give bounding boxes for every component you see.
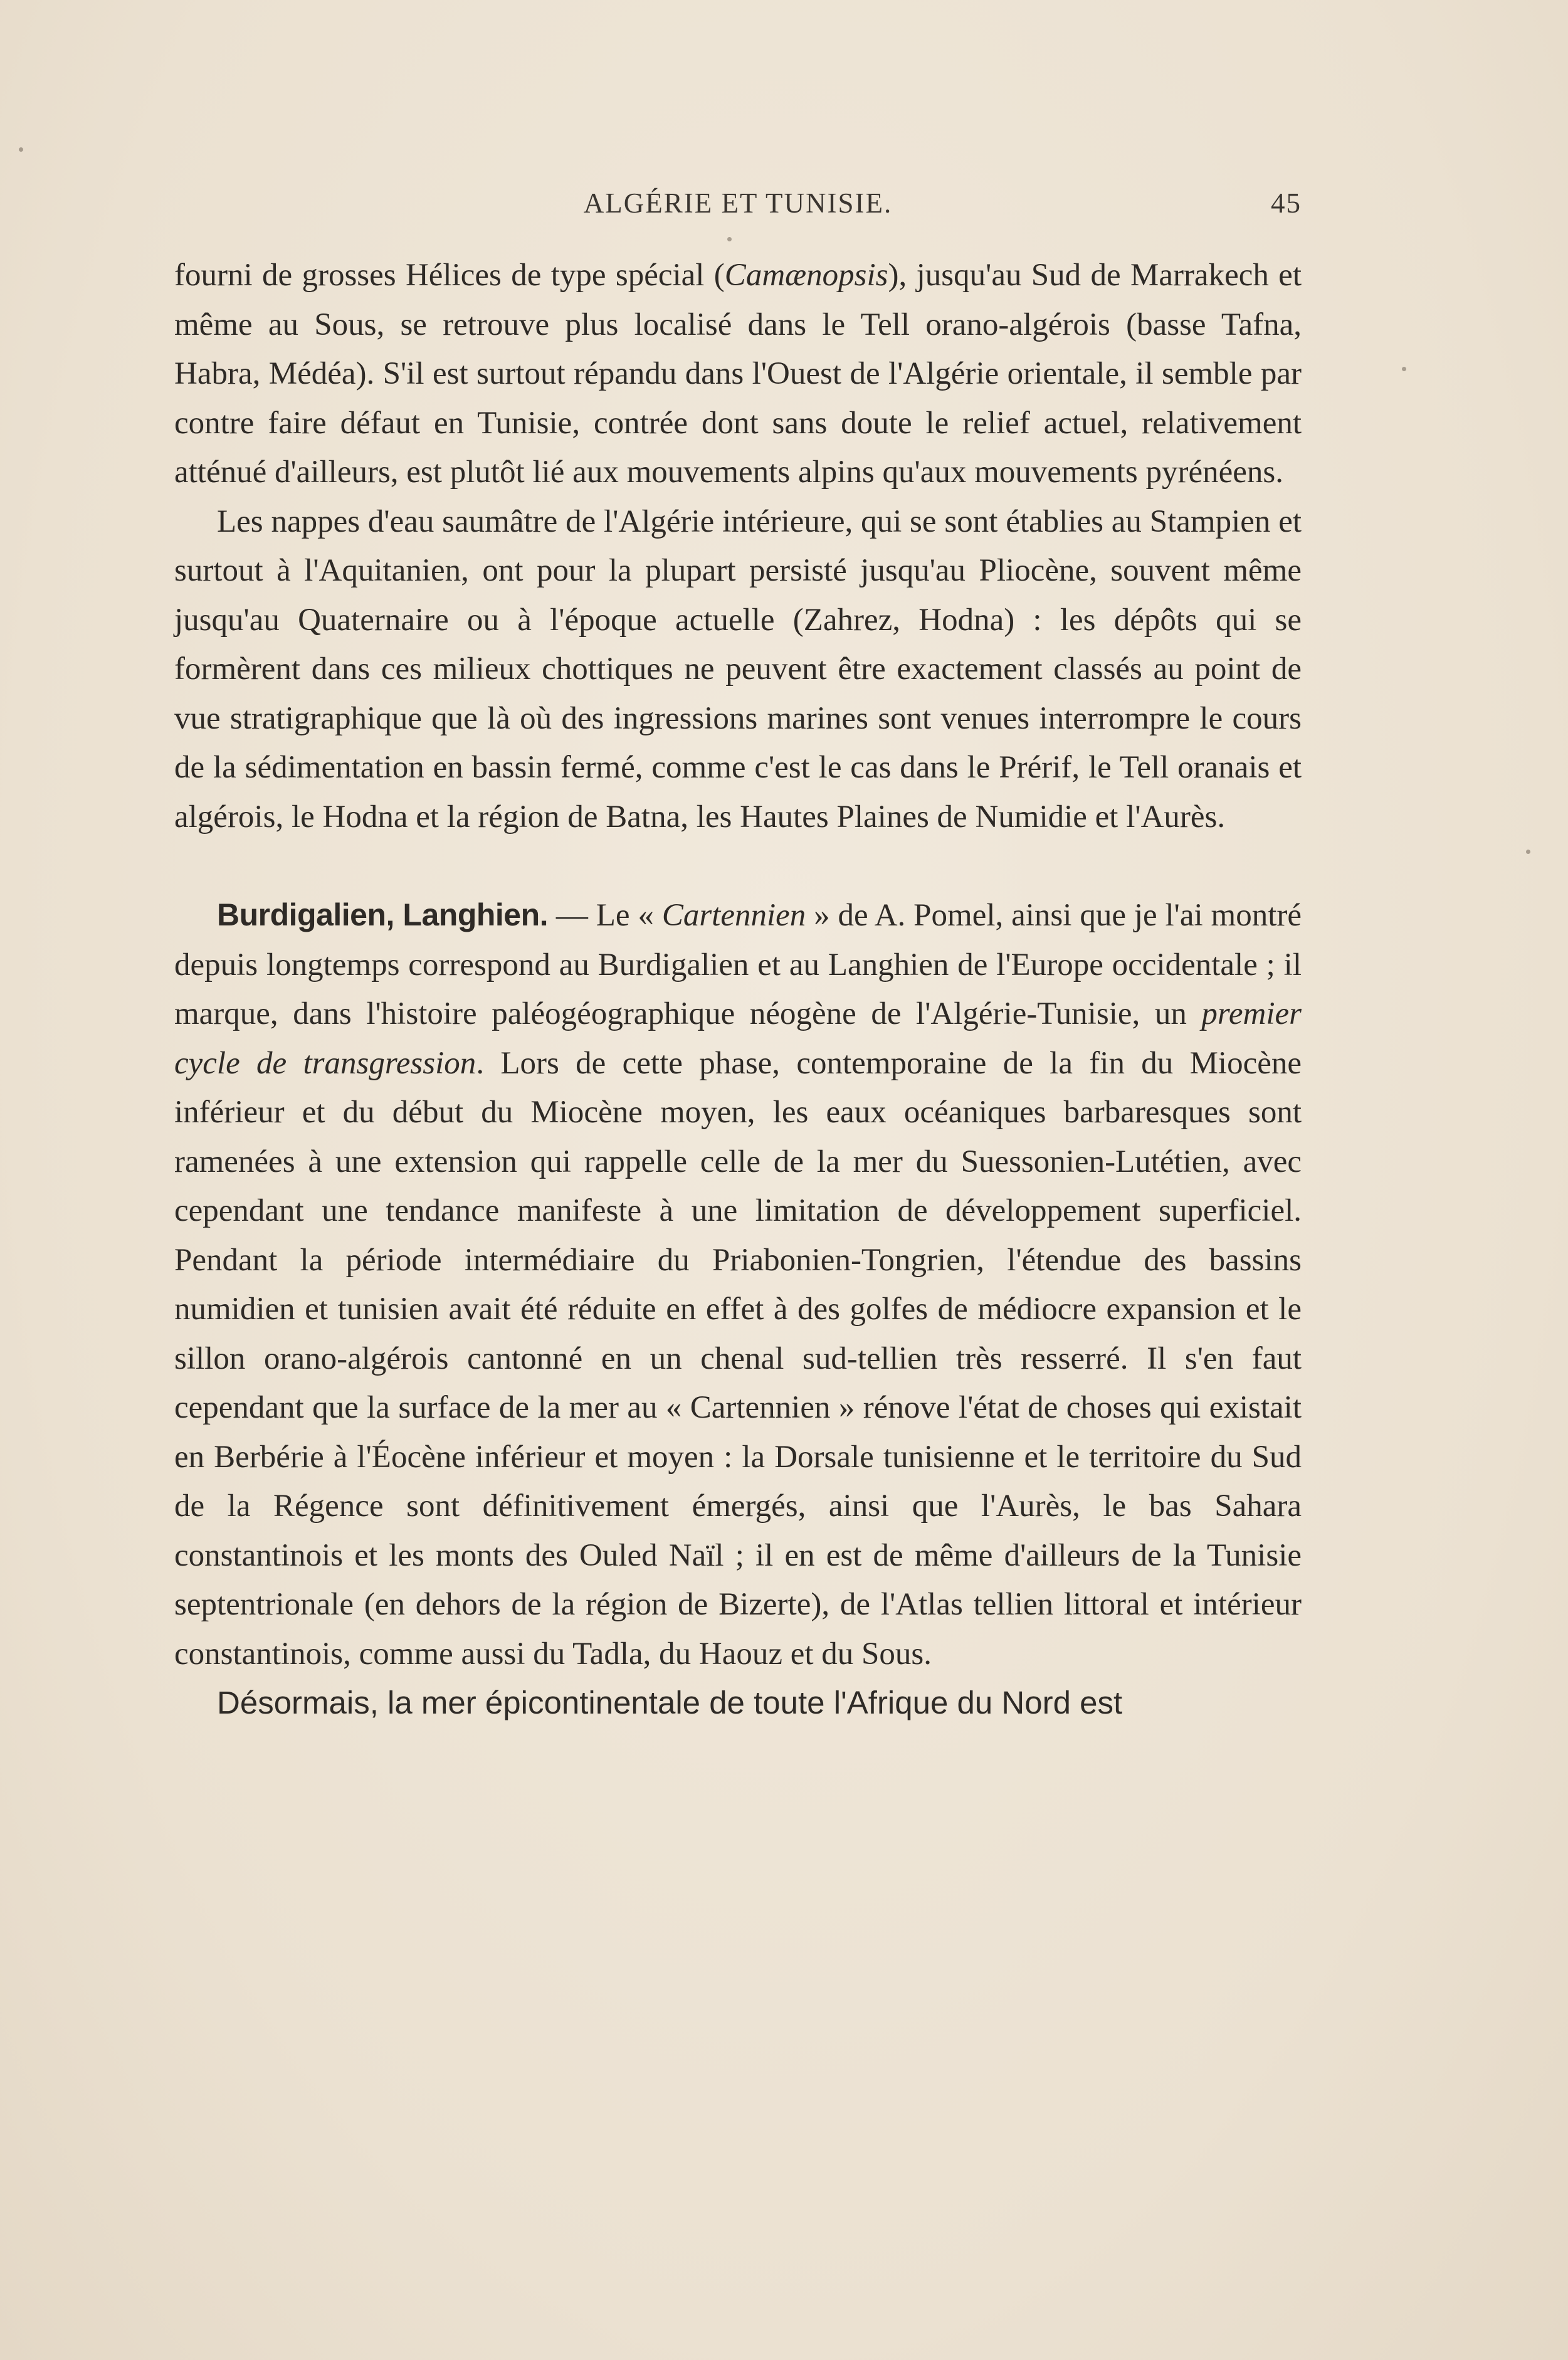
paragraph-2-text: Les nappes d'eau saumâtre de l'Algérie intérieure, qui se sont établies au Stampien et surtout à l'Aquitanien, ont pour la plupart persisté jusqu'au Pliocène, souvent même jusqu'au Quaternaire ou à l'époque actuelle (Zahrez, Hodna) : les dépôts qui se formèrent dans ces milieux chottiques ne peuvent être exactement classés au point de vue stratigraphique que là où des ingressions marines sont venues interrompre le cours de la sédimentation en bassin fermé, comme c'est le cas dans le Prérif, le Tell oranais et algérois, le Hodna et la région de Batna, les Hautes Plaines de Numidie et l'Aurès. [174, 503, 1302, 835]
paragraph-burdigalien [174, 890, 1302, 1678]
paper-speck [19, 147, 23, 152]
paragraph-4-text: Désormais, la mer épicontinentale de toute l'Afrique du Nord est [217, 1685, 1123, 1720]
paper-speck [1402, 367, 1406, 371]
section-heading: Burdigalien, Langhien. [217, 897, 549, 932]
section-text-2: » de A. Pomel, ainsi que je l'ai montré depuis longtemps correspond au Burdigalien et au Langhien de l'Europe occidentale ; il marque, dans l'histoire paléogéographique néogène de l'Algérie-Tunisie, un [174, 898, 1302, 1031]
paragraph-desormais [174, 1678, 1302, 1729]
paragraph-1-text-2: ), jusqu'au Sud de Marrakech et même au Sous, se retrouve plus localisé dans le Tell orano-algérois (basse Tafna, Habra, Médéa). S'il est surtout répandu dans l'Ouest de l'Algérie orientale, il semble par contre faire défaut en Tunisie, contrée dont sans doute le relief actuel, relativement atténué d'ailleurs, est plutôt lié aux mouvements alpins qu'aux mouvements pyrénéens. [174, 258, 1302, 490]
genus-name: Camænopsis [724, 258, 888, 293]
page-header [174, 187, 1302, 231]
section-text-3: . Lors de cette phase, contemporaine de la fin du Miocène inférieur et du début du Miocène moyen, les eaux océaniques barbaresques sont ramenées à une extension qui rappelle celle de la mer du Suessonien-Lutétien, avec cependant une tendance manifeste à une limitation de développement superficiel. Pendant la période intermédiaire du Priabonien-Tongrien, l'étendue des bassins numidien et tunisien avait été réduite en effet à des golfes de médiocre expansion et le sillon orano-algérois cantonné en un chenal sud-tellien très resserré. Il s'en faut cependant que la surface de la mer au « Cartennien » rénove l'état de choses qui existait en Berbérie à l'Éocène inférieur et moyen : la Dorsale tunisienne et le territoire du Sud de la Régence sont définitivement émergés, ainsi que l'Aurès, le bas Sahara constantinois et les monts des Ouled Naïl ; il en est de même d'ailleurs de la Tunisie septentrionale (en dehors de la région de Bizerte), de l'Atlas tellien littoral et intérieur constantinois, comme aussi du Tadla, du Haouz et du Sous. [174, 1045, 1302, 1672]
paragraph-brackish-waters [174, 497, 1302, 842]
cartennien-term: Cartennien [661, 898, 806, 933]
paragraph-1-text: fourni de grosses Hélices de type spécial ( [174, 258, 725, 293]
section-text-1: — Le « [548, 898, 662, 933]
transgression-term: premier cycle de transgression [174, 996, 1302, 1081]
section-spacer [174, 841, 1302, 890]
page-number: 45 [1271, 187, 1302, 219]
paper-speck [727, 237, 732, 241]
paper-speck [1526, 850, 1530, 854]
paragraph-continuation [174, 251, 1302, 497]
running-title: ALGÉRIE ET TUNISIE. [583, 187, 893, 219]
body-text [174, 251, 1302, 1729]
